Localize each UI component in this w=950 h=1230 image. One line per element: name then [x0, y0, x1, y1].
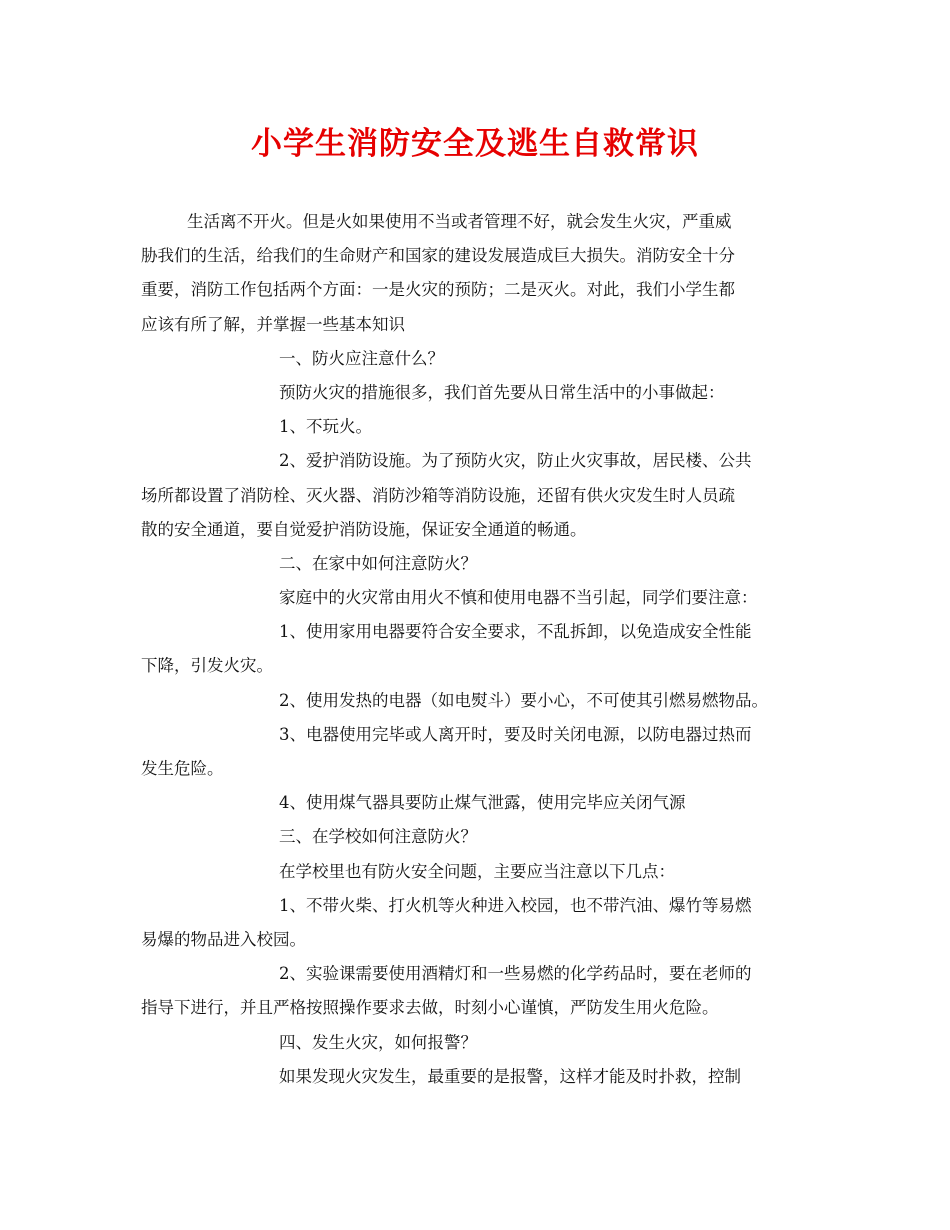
document-title: 小学生消防安全及逃生自救常识 — [251, 126, 699, 162]
section-heading: 二、在家中如何注意防火？ — [279, 553, 477, 573]
list-item: 3、电器使用完毕或人离开时，要及时关闭电源，以防电器过热而 — [279, 724, 752, 744]
list-item: 1、使用家用电器要符合安全要求，不乱拆卸，以免造成安全性能 — [279, 622, 752, 642]
paragraph-line: 预防火灾的措施很多，我们首先要从日常生活中的小事做起： — [279, 382, 725, 402]
list-item: 4、使用煤气器具要防止煤气泄露，使用完毕应关闭气源 — [279, 793, 686, 813]
paragraph-line: 指导下进行，并且严格按照操作要求去做，时刻小心谨慎，严防发生用火危险。 — [141, 998, 719, 1018]
paragraph-line: 家庭中的火灾常由用火不慎和使用电器不当引起，同学们要注意： — [279, 588, 758, 608]
paragraph-line: 下降，引发火灾。 — [141, 656, 273, 676]
list-item: 2、爱护消防设施。为了预防火灾，防止火灾事故，居民楼、公共 — [279, 451, 752, 471]
paragraph-line: 重要，消防工作包括两个方面：一是火灾的预防；二是灭火。对此，我们小学生都 — [141, 280, 735, 300]
list-item: 2、使用发热的电器（如电熨斗）要小心，不可使其引燃易燃物品。 — [279, 690, 768, 710]
paragraph-line: 散的安全通道，要自觉爱护消防设施，保证安全通道的畅通。 — [141, 519, 587, 539]
paragraph-line: 场所都设置了消防栓、灭火器、消防沙箱等消防设施，还留有供火灾发生时人员疏 — [141, 485, 735, 505]
paragraph-line: 应该有所了解，并掌握一些基本知识 — [141, 314, 405, 334]
list-item: 2、实验课需要使用酒精灯和一些易燃的化学药品时，要在老师的 — [279, 964, 752, 984]
list-item: 1、不玩火。 — [279, 417, 372, 437]
paragraph-line: 生活离不开火。但是火如果使用不当或者管理不好，就会发生火灾，严重威 — [187, 212, 732, 231]
section-heading: 三、在学校如何注意防火？ — [279, 827, 477, 847]
paragraph-line: 发生危险。 — [141, 759, 224, 778]
section-heading: 四、发生火灾，如何报警？ — [279, 1032, 477, 1052]
paragraph-line: 易爆的物品进入校园。 — [141, 929, 306, 949]
document-body — [141, 205, 831, 1094]
paragraph-line: 在学校里也有防火安全问题，主要应当注意以下几点： — [279, 861, 675, 881]
list-item: 1、不带火柴、打火机等火种进入校园，也不带汽油、爆竹等易燃 — [279, 895, 752, 915]
section-heading: 一、防火应注意什么？ — [279, 348, 444, 368]
paragraph-line: 胁我们的生活，给我们的生命财产和国家的建设发展造成巨大损失。消防安全十分 — [141, 246, 735, 266]
paragraph-line: 如果发现火灾发生，最重要的是报警，这样才能及时扑救，控制 — [279, 1066, 741, 1086]
